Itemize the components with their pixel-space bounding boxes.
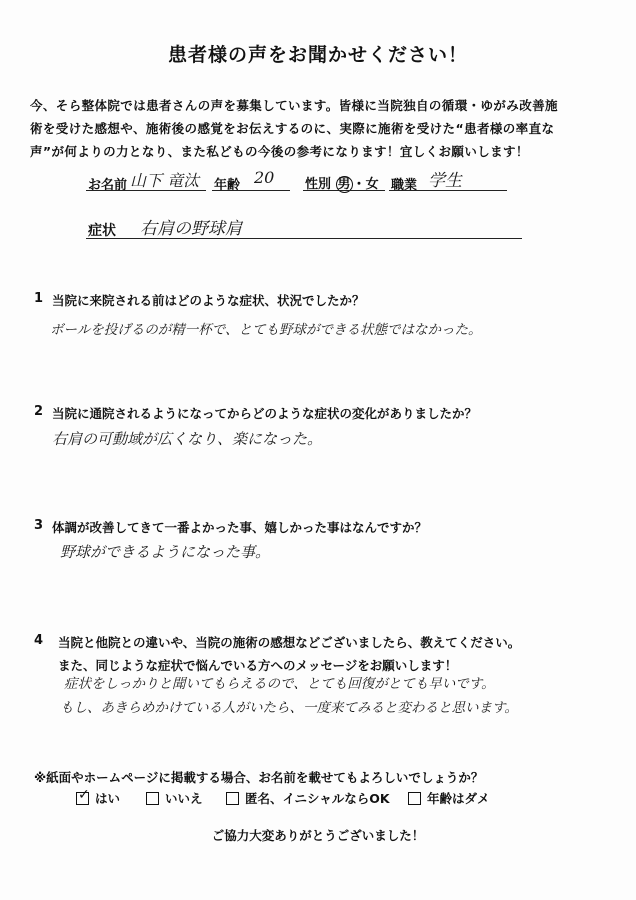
consent-question: ※紙面やホームページに掲載する場合、お名前を載せてもよろしいでしょうか？ bbox=[34, 770, 484, 785]
consent-option-yes[interactable] bbox=[76, 789, 120, 807]
consent-option-anonymous-label: 匿名、イニシャルならOK bbox=[245, 791, 390, 806]
job-label: 職業 bbox=[391, 178, 418, 193]
consent-option-no-label: いいえ bbox=[165, 791, 203, 806]
answer-1-line-1: ボールを投げるのが精一杯で、とても野球ができる状態ではなかった。 bbox=[50, 322, 482, 338]
question-4-text-line-2: また、同じような症状で悩んでいる方へのメッセージをお願いします！ bbox=[58, 658, 458, 673]
symptom-label: 症状 bbox=[88, 223, 116, 239]
checkbox-no[interactable] bbox=[146, 792, 159, 805]
consent-option-anonymous[interactable] bbox=[226, 789, 390, 807]
question-2-text: 当院に通院されるようになってからどのような症状の変化がありましたか？ bbox=[52, 406, 478, 421]
intro-line-1: 今、そら整体院では患者さんの声を募集しています。皆様に当院独自の循環・ゆがみ改善施 bbox=[30, 98, 558, 113]
gender-label: 性別 bbox=[305, 177, 332, 192]
age-underline bbox=[212, 190, 290, 191]
consent-option-no[interactable] bbox=[146, 789, 203, 807]
page-title: 患者様の声をお聞かせください！ bbox=[167, 44, 468, 66]
age-value: 20 bbox=[254, 168, 275, 187]
answer-3-line-1: 野球ができるようになった事。 bbox=[60, 543, 271, 561]
consent-option-yes-label: はい bbox=[95, 791, 121, 806]
check-mark-icon: ✓ bbox=[78, 787, 90, 803]
consent-option-no-age-label: 年齢はダメ bbox=[427, 791, 490, 806]
intro-line-3: 声”が何よりの力となり、また私どもの今後の参考になります！宜しくお願いします！ bbox=[30, 144, 529, 159]
answer-4-line-1: 症状をしっかりと聞いてもらえるので、とても回復がとても早いです。 bbox=[64, 676, 495, 692]
footer-thanks: ご協力大変ありがとうございました！ bbox=[211, 828, 425, 843]
answer-4-line-2: もし、あきらめかけている人がいたら、一度来てみると変わると思います。 bbox=[60, 700, 518, 716]
gender-underline bbox=[303, 190, 385, 191]
symptom-underline bbox=[86, 238, 522, 239]
question-3-number: 3 bbox=[34, 518, 44, 533]
job-value: 学生 bbox=[428, 171, 462, 191]
intro-line-2: 術を受けた感想や、施術後の感覚をお伝えするのに、実際に施術を受けた“患者様の率直な bbox=[30, 121, 555, 136]
answer-2-line-1: 右肩の可動域が広くなり、楽になった。 bbox=[52, 430, 323, 448]
question-1-text: 当院に来院される前はどのような症状、状況でしたか？ bbox=[52, 293, 365, 308]
question-4-number: 4 bbox=[34, 633, 44, 648]
name-label: お名前 bbox=[88, 178, 128, 193]
gender-separator: ・ bbox=[352, 177, 366, 192]
question-2-number: 2 bbox=[34, 404, 44, 419]
question-1-number: 1 bbox=[34, 291, 44, 306]
checkbox-anonymous[interactable] bbox=[226, 792, 239, 805]
job-underline bbox=[389, 190, 507, 191]
name-value: 山下 竜汰 bbox=[130, 171, 200, 190]
question-4-text-line-1: 当院と他院との違いや、当院の施術の感想などございましたら、教えてください。 bbox=[58, 635, 521, 650]
name-underline bbox=[86, 190, 206, 191]
checkbox-no-age[interactable] bbox=[408, 792, 421, 805]
consent-option-no-age[interactable] bbox=[408, 789, 490, 807]
symptom-value: 右肩の野球肩 bbox=[140, 219, 242, 239]
gender-female: 女 bbox=[365, 177, 379, 192]
gender-male-circled: 男 bbox=[337, 177, 351, 192]
checkbox-yes[interactable] bbox=[76, 787, 90, 805]
question-3-text: 体調が改善してきて一番よかった事、嬉しかった事はなんですか？ bbox=[52, 520, 428, 535]
age-label: 年齢 bbox=[214, 178, 241, 193]
